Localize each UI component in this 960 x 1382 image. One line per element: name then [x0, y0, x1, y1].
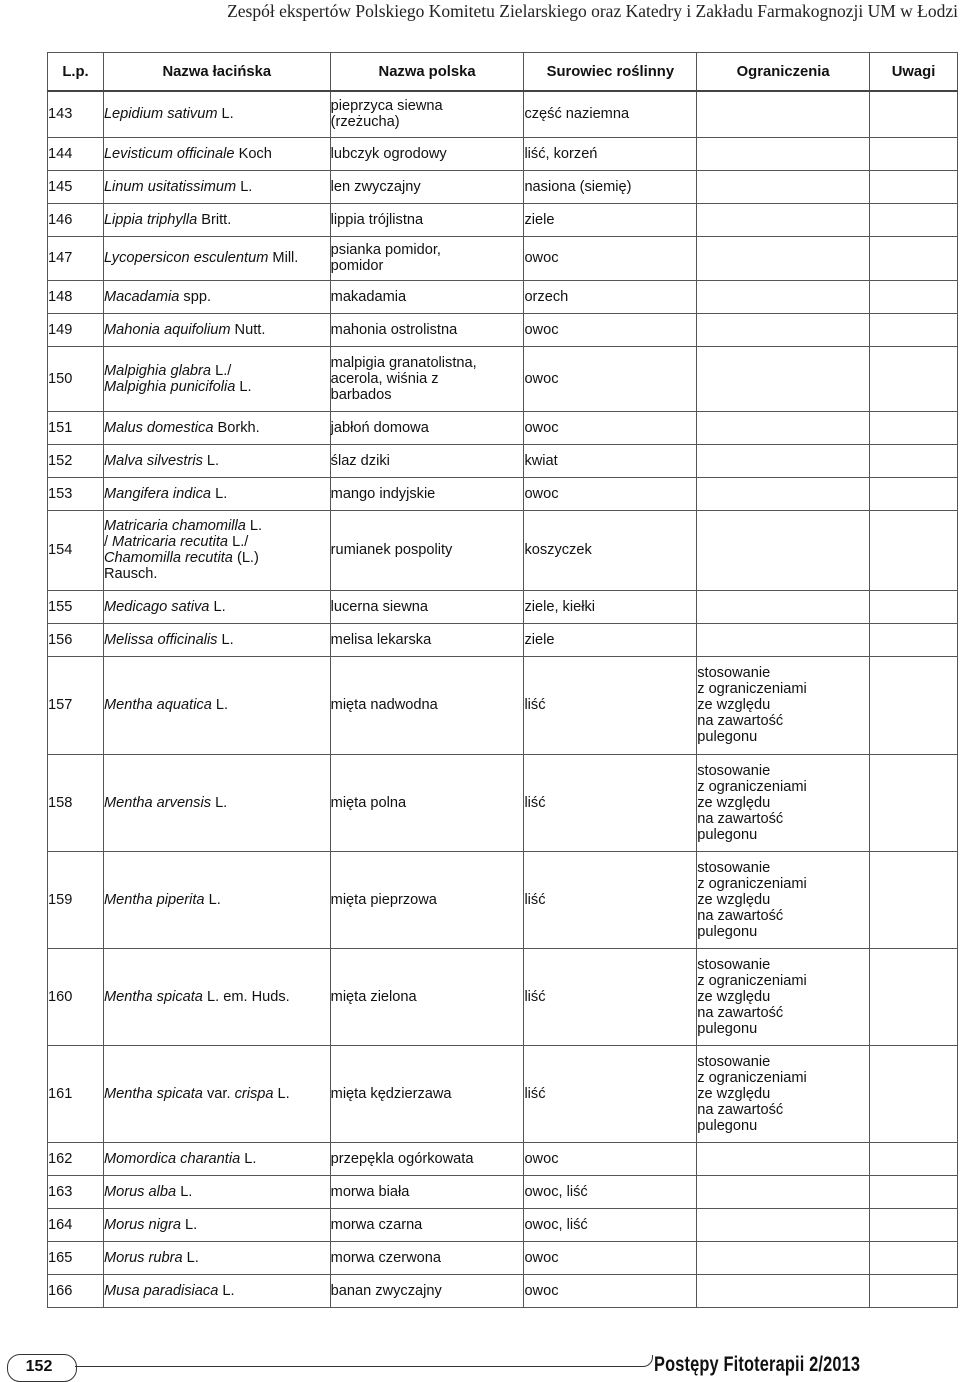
- latin-name-italic: Malva silvestris: [103, 452, 203, 469]
- latin-name-full: Mentha spicata var. crispa L.: [103, 1085, 290, 1102]
- latin-name-italic: Lycopersicon esculentum: [103, 250, 269, 266]
- cell-raw-material: owoc: [524, 346, 697, 411]
- cell-lp: 152: [48, 444, 104, 477]
- page-footer: [0, 1354, 960, 1382]
- latin-name-italic: Morus rubra: [103, 1249, 183, 1266]
- cell-remarks: [870, 1208, 958, 1241]
- cell-remarks: [870, 444, 958, 477]
- cell-raw-material: owoc, liść: [524, 1175, 697, 1208]
- cell-latin-name: [103, 1045, 330, 1142]
- cell-raw-material: liść: [524, 754, 697, 851]
- cell-latin-name: [103, 1208, 330, 1241]
- latin-name-italic: Levisticum officinale: [103, 145, 235, 162]
- cell-latin-name: [103, 948, 330, 1045]
- journal-title: Postępy Fitoterapii 2/2013: [654, 1353, 861, 1376]
- cell-raw-material: owoc: [524, 313, 697, 346]
- cell-latin-name: [103, 656, 330, 754]
- cell-raw-material: orzech: [524, 280, 697, 313]
- latin-name-author: L.: [217, 631, 234, 648]
- cell-restrictions: stosowanie z ograniczeniami ze względu na zawartość pulegonu: [697, 851, 870, 948]
- cell-raw-material: owoc: [524, 236, 697, 280]
- table-row: [48, 137, 958, 170]
- header-polish-name: Nazwa polska: [330, 53, 524, 92]
- cell-raw-material: ziele: [524, 203, 697, 236]
- cell-lp: 151: [48, 411, 104, 444]
- cell-remarks: [870, 754, 958, 851]
- table-body: [48, 91, 958, 1307]
- cell-latin-name: [103, 1274, 330, 1307]
- cell-restrictions: [697, 280, 870, 313]
- cell-latin-name: [103, 280, 330, 313]
- latin-name-italic: Mentha spicata: [103, 988, 203, 1005]
- cell-remarks: [870, 656, 958, 754]
- table-row: [48, 590, 958, 623]
- cell-latin-name: [103, 91, 330, 137]
- table-row: [48, 656, 958, 754]
- cell-lp: 160: [48, 948, 104, 1045]
- cell-latin-name: [103, 623, 330, 656]
- latin-name-italic: Momordica charantia: [103, 1150, 241, 1167]
- cell-latin-name: [103, 137, 330, 170]
- cell-latin-name: [103, 346, 330, 411]
- cell-lp: 144: [48, 137, 104, 170]
- cell-raw-material: liść: [524, 851, 697, 948]
- cell-restrictions: [697, 137, 870, 170]
- latin-name-author: L.: [236, 178, 253, 195]
- cell-remarks: [870, 948, 958, 1045]
- cell-remarks: [870, 477, 958, 510]
- latin-name-author: Borkh.: [213, 419, 260, 436]
- latin-name-italic: Mentha piperita: [103, 891, 205, 908]
- cell-raw-material: owoc: [524, 1274, 697, 1307]
- latin-name-author: L.: [211, 697, 229, 713]
- cell-polish-name: makadamia: [330, 280, 524, 313]
- latin-name-italic: Morus nigra: [103, 1216, 181, 1233]
- table-row: [48, 1142, 958, 1175]
- table-row: [48, 1208, 958, 1241]
- cell-remarks: [870, 590, 958, 623]
- footer-rule: [75, 1366, 642, 1367]
- cell-restrictions: [697, 411, 870, 444]
- latin-name-author: L.: [182, 1249, 199, 1266]
- cell-restrictions: stosowanie z ograniczeniami ze względu na zawartość pulegonu: [697, 754, 870, 851]
- header-raw-material: Surowiec roślinny: [524, 53, 697, 92]
- table-row: [48, 1274, 958, 1307]
- cell-latin-name: [103, 510, 330, 590]
- cell-latin-name: [103, 477, 330, 510]
- latin-name-italic: Mahonia aquifolium: [103, 321, 231, 338]
- latin-name-full: Malpighia glabra L./ Malpighia punicifolia L.: [103, 362, 252, 395]
- cell-remarks: [870, 137, 958, 170]
- cell-latin-name: [103, 754, 330, 851]
- cell-polish-name: lippia trójlistna: [330, 203, 524, 236]
- cell-remarks: [870, 623, 958, 656]
- table-row: [48, 444, 958, 477]
- latin-name-author: L.: [240, 1150, 257, 1167]
- cell-polish-name: mahonia ostrolistna: [330, 313, 524, 346]
- table-row: [48, 754, 958, 851]
- cell-polish-name: banan zwyczajny: [330, 1274, 524, 1307]
- header-lp: L.p.: [48, 53, 104, 92]
- cell-lp: 159: [48, 851, 104, 948]
- table-row: [48, 411, 958, 444]
- cell-polish-name: morwa czerwona: [330, 1241, 524, 1274]
- cell-raw-material: owoc: [524, 1241, 697, 1274]
- cell-polish-name: mięta pieprzowa: [330, 851, 524, 948]
- latin-name-italic: Mentha aquatica: [103, 697, 212, 713]
- cell-polish-name: mięta kędzierzawa: [330, 1045, 524, 1142]
- cell-restrictions: [697, 477, 870, 510]
- cell-lp: 146: [48, 203, 104, 236]
- cell-raw-material: liść: [524, 656, 697, 754]
- cell-restrictions: [697, 313, 870, 346]
- cell-latin-name: [103, 1142, 330, 1175]
- latin-name-author: Britt.: [197, 211, 232, 228]
- cell-restrictions: [697, 590, 870, 623]
- cell-polish-name: morwa czarna: [330, 1208, 524, 1241]
- cell-restrictions: [697, 170, 870, 203]
- cell-restrictions: stosowanie z ograniczeniami ze względu na zawartość pulegonu: [697, 1045, 870, 1142]
- page-number: 152: [25, 1358, 53, 1375]
- cell-polish-name: pieprzyca siewna (rzeżucha): [330, 91, 524, 137]
- latin-name-italic: Melissa officinalis: [103, 631, 218, 648]
- latin-name-italic: Musa paradisiaca: [103, 1282, 219, 1299]
- cell-raw-material: ziele, kiełki: [524, 590, 697, 623]
- cell-lp: 161: [48, 1045, 104, 1142]
- cell-polish-name: lucerna siewna: [330, 590, 524, 623]
- cell-remarks: [870, 346, 958, 411]
- cell-polish-name: mięta nadwodna: [330, 656, 524, 754]
- running-head-text: Zespół ekspertów Polskiego Komitetu Zielarskiego oraz Katedry i Zakładu Farmakognozji UM w Łodzi: [227, 1, 958, 21]
- cell-latin-name: [103, 851, 330, 948]
- cell-lp: 150: [48, 346, 104, 411]
- cell-restrictions: [697, 91, 870, 137]
- cell-raw-material: owoc: [524, 477, 697, 510]
- latin-name-italic: Medicago sativa: [103, 598, 210, 615]
- cell-restrictions: [697, 346, 870, 411]
- latin-name-author: L.: [211, 794, 228, 811]
- cell-remarks: [870, 1241, 958, 1274]
- cell-polish-name: mięta polna: [330, 754, 524, 851]
- cell-latin-name: [103, 170, 330, 203]
- latin-name-author: L.: [181, 1216, 198, 1233]
- cell-latin-name: [103, 444, 330, 477]
- latin-name-author: L.: [176, 1183, 193, 1200]
- cell-lp: 143: [48, 91, 104, 137]
- cell-lp: 162: [48, 1142, 104, 1175]
- latin-name-italic: Malus domestica: [103, 419, 214, 436]
- table-row: [48, 203, 958, 236]
- cell-latin-name: [103, 1241, 330, 1274]
- cell-raw-material: owoc: [524, 1142, 697, 1175]
- cell-remarks: [870, 510, 958, 590]
- latin-name-author: L.: [218, 1282, 235, 1299]
- cell-latin-name: [103, 411, 330, 444]
- cell-polish-name: len zwyczajny: [330, 170, 524, 203]
- header-remarks: Uwagi: [870, 53, 958, 92]
- cell-raw-material: nasiona (siemię): [524, 170, 697, 203]
- cell-raw-material: liść, korzeń: [524, 137, 697, 170]
- cell-polish-name: melisa lekarska: [330, 623, 524, 656]
- header-restrictions: Ograniczenia: [697, 53, 870, 92]
- cell-remarks: [870, 1045, 958, 1142]
- cell-raw-material: koszyczek: [524, 510, 697, 590]
- cell-restrictions: [697, 444, 870, 477]
- cell-restrictions: stosowanie z ograniczeniami ze względu na zawartość pulegonu: [697, 948, 870, 1045]
- latin-name-author: L.: [204, 891, 221, 908]
- cell-polish-name: mango indyjskie: [330, 477, 524, 510]
- latin-name-italic: Linum usitatissimum: [103, 178, 237, 195]
- cell-lp: 163: [48, 1175, 104, 1208]
- cell-raw-material: owoc: [524, 411, 697, 444]
- cell-restrictions: [697, 1142, 870, 1175]
- cell-polish-name: rumianek pospolity: [330, 510, 524, 590]
- table-row: [48, 477, 958, 510]
- table-row: [48, 623, 958, 656]
- latin-name-author: L.: [202, 452, 220, 469]
- cell-latin-name: [103, 236, 330, 280]
- latin-name-italic: Morus alba: [103, 1183, 177, 1200]
- cell-remarks: [870, 1175, 958, 1208]
- latin-name-italic: Macadamia: [103, 288, 180, 305]
- table-header-row: [48, 53, 958, 92]
- cell-restrictions: [697, 1208, 870, 1241]
- table-row: [48, 948, 958, 1045]
- cell-restrictions: stosowanie z ograniczeniami ze względu na zawartość pulegonu: [697, 656, 870, 754]
- cell-lp: 156: [48, 623, 104, 656]
- cell-lp: 165: [48, 1241, 104, 1274]
- cell-restrictions: [697, 623, 870, 656]
- cell-lp: 153: [48, 477, 104, 510]
- footer-rule-curve: [642, 1355, 653, 1367]
- cell-polish-name: morwa biała: [330, 1175, 524, 1208]
- cell-lp: 157: [48, 656, 104, 754]
- running-head: [0, 0, 960, 24]
- cell-remarks: [870, 280, 958, 313]
- cell-raw-material: liść: [524, 948, 697, 1045]
- cell-remarks: [870, 203, 958, 236]
- table-row: [48, 236, 958, 280]
- cell-lp: 155: [48, 590, 104, 623]
- cell-polish-name: malpigia granatolistna, acerola, wiśnia z barbados: [330, 346, 524, 411]
- latin-name-author: Koch: [234, 145, 272, 162]
- cell-lp: 148: [48, 280, 104, 313]
- cell-latin-name: [103, 590, 330, 623]
- latin-name-author: L.: [209, 598, 226, 615]
- cell-restrictions: [697, 203, 870, 236]
- cell-lp: 158: [48, 754, 104, 851]
- cell-polish-name: mięta zielona: [330, 948, 524, 1045]
- table-row: [48, 313, 958, 346]
- cell-raw-material: kwiat: [524, 444, 697, 477]
- cell-remarks: [870, 170, 958, 203]
- latin-name-italic: Lippia triphylla: [103, 211, 198, 228]
- cell-remarks: [870, 236, 958, 280]
- table-row: [48, 280, 958, 313]
- cell-remarks: [870, 1274, 958, 1307]
- cell-restrictions: [697, 1175, 870, 1208]
- cell-polish-name: lubczyk ogrodowy: [330, 137, 524, 170]
- table-row: [48, 1241, 958, 1274]
- cell-remarks: [870, 411, 958, 444]
- table-row: [48, 851, 958, 948]
- cell-latin-name: [103, 1175, 330, 1208]
- latin-name-italic: Mentha arvensis: [103, 794, 212, 811]
- latin-name-full: Matricaria chamomilla L. / Matricaria recutita L./ Chamomilla recutita (L.) Rausch.: [103, 518, 263, 582]
- cell-lp: 166: [48, 1274, 104, 1307]
- table-row: [48, 1175, 958, 1208]
- cell-raw-material: owoc, liść: [524, 1208, 697, 1241]
- cell-remarks: [870, 851, 958, 948]
- table-row: [48, 170, 958, 203]
- cell-restrictions: [697, 510, 870, 590]
- cell-lp: 145: [48, 170, 104, 203]
- table-row: [48, 346, 958, 411]
- cell-latin-name: [103, 203, 330, 236]
- cell-latin-name: [103, 313, 330, 346]
- latin-name-author: Nutt.: [230, 321, 266, 338]
- cell-restrictions: [697, 1241, 870, 1274]
- cell-polish-name: przepękla ogórkowata: [330, 1142, 524, 1175]
- latin-name-author: spp.: [179, 288, 212, 305]
- cell-raw-material: ziele: [524, 623, 697, 656]
- table-row: [48, 91, 958, 137]
- latin-name-author: L. em. Huds.: [202, 988, 290, 1005]
- latin-name-italic: Mangifera indica: [103, 485, 212, 502]
- cell-raw-material: część naziemna: [524, 91, 697, 137]
- table-row: [48, 510, 958, 590]
- table-row: [48, 1045, 958, 1142]
- cell-lp: 164: [48, 1208, 104, 1241]
- cell-raw-material: liść: [524, 1045, 697, 1142]
- cell-remarks: [870, 1142, 958, 1175]
- cell-restrictions: [697, 1274, 870, 1307]
- cell-restrictions: [697, 236, 870, 280]
- latin-name-author: L.: [211, 485, 228, 502]
- cell-remarks: [870, 91, 958, 137]
- plants-table: [47, 52, 958, 1308]
- latin-name-italic: Lepidium sativum: [103, 106, 218, 123]
- cell-polish-name: psianka pomidor, pomidor: [330, 236, 524, 280]
- cell-lp: 149: [48, 313, 104, 346]
- latin-name-author: L.: [217, 106, 234, 123]
- cell-lp: 154: [48, 510, 104, 590]
- cell-remarks: [870, 313, 958, 346]
- latin-name-author: Mill.: [268, 250, 299, 266]
- cell-lp: 147: [48, 236, 104, 280]
- cell-polish-name: jabłoń domowa: [330, 411, 524, 444]
- header-latin-name: Nazwa łacińska: [103, 53, 330, 92]
- cell-polish-name: ślaz dziki: [330, 444, 524, 477]
